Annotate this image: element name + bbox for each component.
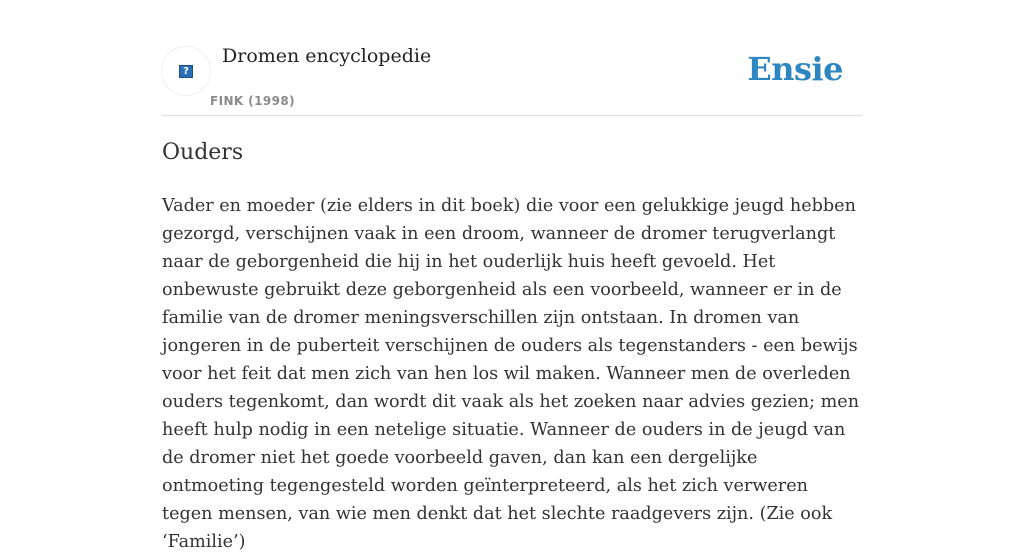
book-title-link[interactable]: Dromen encyclopedie: [222, 45, 432, 67]
entry-title: Ouders: [162, 140, 244, 165]
entry-body: Vader en moeder (zie elders in dit boek) die voor een gelukkige jeugd hebben gezorgd, verschijnen vaak in een droom, wanneer de dromer terugverlangt naar de geborgenheid die hij in het ouderlijk huis heeft gevoeld. Het onbewuste gebruikt deze geborgenheid als een voorbeeld, wanneer er in de familie van de dromer meningsverschillen zijn ontstaan. In dromen van jongeren in de puberteit verschijnen de ouders als tegenstanders - een bewijs voor het feit dat men zich van hen los wil maken. Wanneer men de overleden ouders tegenkomt, dan wordt dit vaak als het zoeken naar advies gezien; men heeft hulp nodig in een netelige situatie. Wanneer de ouders in de jeugd van de dromer niet het goede voorbeeld gaven, dan kan een dergelijke ontmoeting tegengesteld worden geïnterpreteerd, als het zich verweren tegen mensen, van wie men denkt dat het slechte raadgevers zijn. (Zie ook ‘Familie’): [162, 196, 860, 552]
book-thumbnail[interactable]: [162, 47, 210, 95]
brand-logo[interactable]: Ensie: [747, 50, 843, 88]
entry-header: [162, 0, 862, 116]
book-cover-icon: ?: [179, 65, 193, 78]
book-author: FINK (1998): [210, 94, 295, 108]
